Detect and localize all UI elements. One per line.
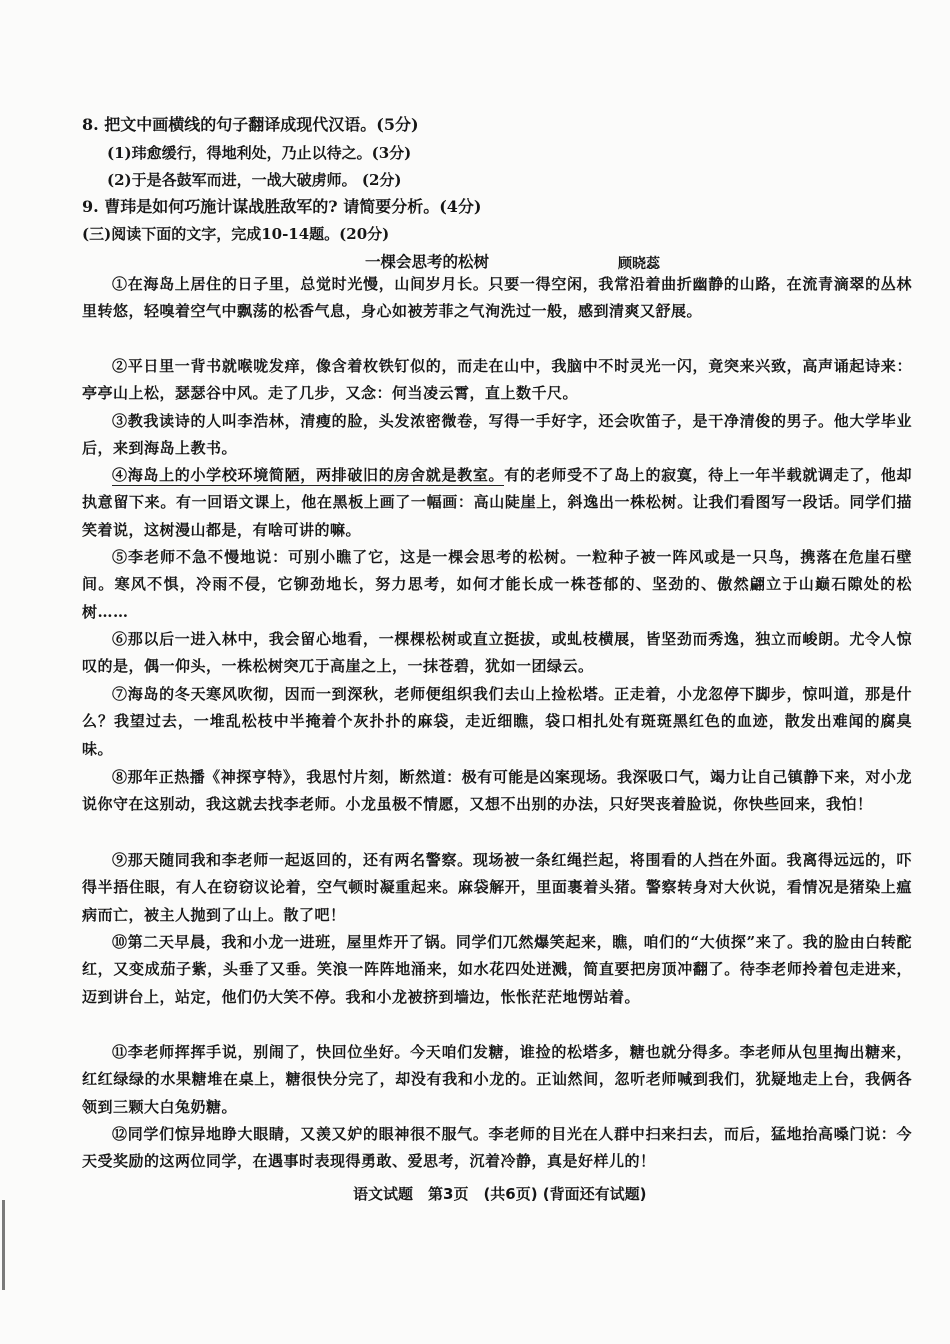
paragraph-3: ③教我读诗的人叫李浩林，清瘦的脸，头发浓密微卷，写得一手好字，还会吹笛子，是干净清俊的男子。他大学毕业后，来到海岛上教书。 bbox=[82, 412, 912, 458]
paragraph-6: ⑥那以后一进入林中，我会留心地看，一棵棵松树或直立挺拔，或虬枝横展，皆坚劲而秀逸，独立而峻朗。尤令人惊叹的是，偶一仰头，一株松树突兀于高崖之上，一抹苍碧，犹如一团绿云。 bbox=[82, 630, 912, 676]
paragraph-7: ⑦海岛的冬天寒风吹彻，因而一到深秋，老师便组织我们去山上捡松塔。正走着，小龙忽停下脚步，惊叫道，那是什么？我望过去，一堆乱松枝中半掩着个灰扑扑的麻袋，走近细瞧，袋口相扎处有斑斑黑红色的血迹，散发出难闻的腐臭味。 bbox=[82, 685, 912, 758]
article-title: 一棵会思考的松树 bbox=[365, 252, 490, 271]
page-footer: 语文试题 第3页 (共6页) (背面还有试题) bbox=[353, 1185, 647, 1203]
paragraph-8: ⑧那年正热播《神探亨特》，我思忖片刻，断然道：极有可能是凶案现场。我深吸口气，竭力让自己镇静下来，对小龙说你守在这别动，我这就去找李老师。小龙虽极不情愿，又想不出别的办法，只好哭丧着脸说，你快些回来，我怕！ bbox=[82, 768, 912, 814]
question-8-part-1: (1)玮愈缓行，得地利处，乃止以待之。(3分) bbox=[107, 144, 412, 162]
paragraph-2: ②平日里一背书就喉咙发痒，像含着枚铁钉似的，而走在山中，我脑中不时灵光一闪，竟突来兴致，高声诵起诗来：亭亭山上松，瑟瑟谷中风。走了几步，又念：何当凌云霄，直上数千尺。 bbox=[82, 357, 912, 403]
paragraph-12: ⑫同学们惊异地睁大眼睛，又羡又妒的眼神很不服气。李老师的目光在人群中扫来扫去，而后，猛地抬高嗓门说：今天受奖励的这两位同学，在遇事时表现得勇敢、爱思考，沉着冷静，真是好样儿的！ bbox=[82, 1125, 912, 1171]
paragraph-1: ①在海岛上居住的日子里，总觉时光慢，山间岁月长。只要一得空闲，我常沿着曲折幽静的山路，在流青滴翠的丛林里转悠，轻嗅着空气中飘荡的松香气息，身心如被芳菲之气洵洗过一般，感到清爽又舒展。 bbox=[82, 275, 912, 321]
paragraph-4 bbox=[82, 462, 912, 544]
section-3-heading: (三)阅读下面的文字，完成10-14题。(20分) bbox=[82, 225, 390, 243]
paragraph-10: ⑩第二天早晨，我和小龙一进班，屋里炸开了锅。同学们兀然爆笑起来，瞧，咱们的“大侦探”来了。我的脸由白转酡红，又变成茄子紫，头垂了又垂。笑浪一阵阵地涌来，如水花四处迸溅，简直要把房顶冲翻了。待李老师拎着包走进来，迈到讲台上，站定，他们仍大笑不停。我和小龙被挤到墙边，怅怅茫茫地愣站着。 bbox=[82, 933, 912, 1006]
question-9: 9. 曹玮是如何巧施计谋战胜敌军的? 请简要分析。(4分) bbox=[82, 197, 482, 216]
article-author: 顾晓蕊 bbox=[618, 256, 660, 272]
question-8: 8. 把文中画横线的句子翻译成现代汉语。(5分) bbox=[82, 115, 419, 134]
paragraph-9: ⑨那天随同我和李老师一起返回的，还有两名警察。现场被一条红绳拦起，将围看的人挡在外面。我离得远远的，吓得半捂住眼，有人在窃窃议论着，空气顿时凝重起来。麻袋解开，里面裹着头猪。警察转身对大伙说，看情况是猪染上瘟病而亡，被主人抛到了山上。散了吧！ bbox=[82, 851, 912, 924]
underlined-sentence: ④海岛上的小学校环境简陋，两排破旧的房舍就是教室。 bbox=[112, 466, 505, 484]
paragraph-4-rest: 有的老师受不了岛上的寂寞，待上一年半载就调走了，他却执意留下来。有一回语文课上，他在黑板上画了一幅画：高山陡崖上，斜逸出一株松树。让我们看图写一段话。同学们描笑着说，这树漫山都是，有啥可讲的嘛。 bbox=[82, 466, 912, 539]
paragraph-5: ⑤李老师不急不慢地说：可别小瞧了它，这是一棵会思考的松树。一粒种子被一阵风或是一只鸟，携落在危崖石壁间。寒风不惧，冷雨不侵，它铆劲地长，努力思考，如何才能长成一株苍郁的、坚劲的、傲然翩立于山巅石隙处的松树…… bbox=[82, 548, 912, 621]
scan-edge-mark bbox=[2, 1200, 5, 1290]
paragraph-11: ⑪李老师挥挥手说，别闹了，快回位坐好。今天咱们发糖，谁捡的松塔多，糖也就分得多。李老师从包里掏出糖来，红红绿绿的水果糖堆在桌上，糖很快分完了，却没有我和小龙的。正讪然间，忽听老师喊到我们，犹疑地走上台，我俩各领到三颗大白兔奶糖。 bbox=[82, 1043, 912, 1116]
question-8-part-2: (2)于是各鼓军而进，一战大破虏师。 (2分) bbox=[107, 171, 402, 189]
